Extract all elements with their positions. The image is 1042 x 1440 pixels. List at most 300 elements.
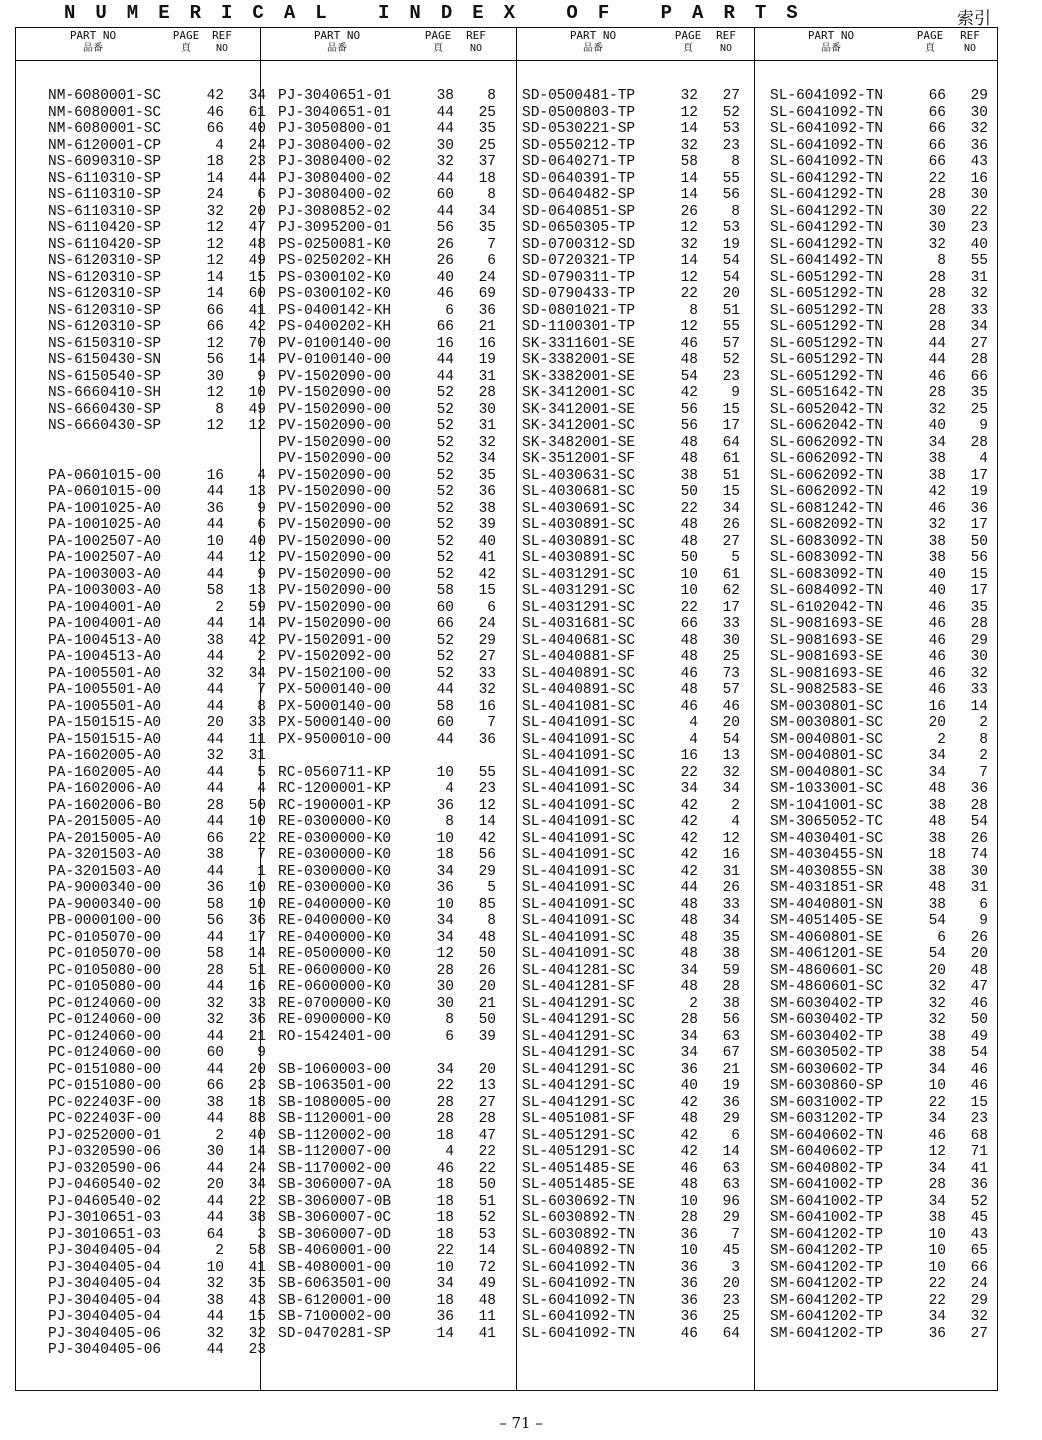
part-number: SL-4041091-SC [522,896,636,913]
ref-number-cell: 43 [970,1226,988,1243]
page-number-cell: 64 [206,1226,224,1243]
page-number-cell: 66 [206,302,224,319]
part-number: PV-0100140-00 [278,335,392,352]
ref-number-cell: 24 [970,1276,988,1292]
part-number: SL-6041292-TN [770,170,884,187]
ref-number-cell: 16 [478,335,496,352]
part-number: SB-3060007-0D [278,1226,392,1243]
part-number: PJ-3010651-03 [48,1226,162,1243]
part-number: SL-6062092-TN [770,484,884,500]
part-number: SL-6030892-TN [522,1210,636,1226]
ref-number-cell: 23 [248,154,266,170]
part-number: SM-6041202-TP [770,1292,884,1309]
part-number: PA-1003003-A0 [48,566,162,583]
ref-number-cell: 23 [970,220,988,236]
part-number: SL-6102042-TN [770,599,884,616]
ref-number-cell: 36 [248,913,266,929]
ref-number-cell: 9 [257,368,266,385]
ref-number-cell: 7 [487,236,496,253]
ref-number-cell: 42 [248,632,266,649]
page-number-cell: 36 [928,1325,946,1342]
page-number-cell: 44 [206,979,224,995]
part-number: PA-1005501-A0 [48,698,162,715]
part-number: SD-0640391-TP [522,170,636,187]
part-number: SL-6052042-TN [770,401,884,418]
part-number: SL-4040891-SC [522,682,636,698]
header-ref-jp: NO [215,43,229,54]
part-number: SM-6041002-TP [770,1210,884,1226]
page-number-cell: 2 [937,731,946,748]
ref-number-cell: 51 [478,1193,496,1210]
column-divider [754,27,755,1391]
ref-number-cell: 23 [722,1292,740,1309]
part-number: NS-6150430-SN [48,352,162,368]
page-number-cell: 54 [928,913,946,929]
part-number: SD-0650305-TP [522,220,636,236]
page-number-cell: 8 [937,253,946,269]
ref-number-cell: 52 [722,104,740,121]
page-number-cell: 48 [680,434,698,451]
page-number-cell: 66 [928,104,946,121]
page-number-cell: 18 [436,1193,454,1210]
page-number-cell: 52 [436,566,454,583]
page-number-cell: 34 [928,764,946,781]
ref-number-cell: 35 [478,220,496,236]
page-number-cell: 14 [206,269,224,286]
ref-number-cell: 63 [722,1160,740,1177]
page-number: – 71 – [499,1414,543,1432]
ref-number-cell: 5 [257,764,266,781]
part-number: PA-2015005-A0 [48,814,162,830]
ref-number-cell: 14 [478,814,496,830]
part-number: SL-6041092-TN [770,88,884,104]
ref-number-cell: 17 [722,418,740,434]
ref-number-cell: 21 [478,319,496,335]
ref-number-cell: 8 [731,154,740,170]
ref-number-cell: 5 [731,550,740,566]
ref-number-cell: 15 [478,583,496,599]
part-number: PV-1502090-00 [278,418,392,434]
page-number-cell: 44 [206,1061,224,1078]
page-number-cell: 42 [680,385,698,401]
page-number-cell: 40 [680,1078,698,1094]
page-number-cell: 42 [206,88,224,104]
ref-number-cell: 20 [722,715,740,731]
part-number: SL-4031681-SC [522,616,636,632]
page-number-cell: 52 [436,649,454,665]
page-number-cell: 44 [206,649,224,665]
page-number-cell: 46 [680,1160,698,1177]
page-number-cell: 48 [928,814,946,830]
part-number: PS-0300102-K0 [278,286,392,302]
part-number: RE-0400000-K0 [278,896,392,913]
ref-number-cell: 96 [722,1193,740,1210]
part-number: PB-0000100-00 [48,913,162,929]
page-number-cell: 38 [206,847,224,863]
ref-number-cell: 41 [478,1325,496,1342]
page-number-cell: 52 [436,533,454,550]
ref-number-cell: 20 [248,203,266,220]
page-number-cell: 58 [436,698,454,715]
ref-number-cell: 74 [970,847,988,863]
page-number-cell: 44 [206,1210,224,1226]
page-number-cell: 60 [206,1045,224,1061]
page-number-cell: 28 [928,1177,946,1193]
page-number-cell: 34 [928,1111,946,1127]
part-number: SM-1041001-SC [770,797,884,814]
part-number: SL-9081693-SE [770,632,884,649]
ref-number-cell: 17 [970,467,988,484]
part-number: SM-1033001-SC [770,781,884,797]
page-number-cell: 52 [436,434,454,451]
part-number: SL-9081693-SE [770,616,884,632]
page-number-cell: 44 [206,929,224,946]
ref-number-cell: 54 [970,1045,988,1061]
part-number: SB-1063501-00 [278,1078,392,1094]
ref-number-cell: 22 [478,1160,496,1177]
header-page-jp: 頁 [181,43,191,54]
ref-number-cell: 62 [722,583,740,599]
ref-number-cell: 33 [248,715,266,731]
page-number-cell: 44 [436,352,454,368]
page-number-cell: 22 [680,286,698,302]
part-number: SM-4060801-SE [770,929,884,946]
part-number: SL-6041292-TN [770,236,884,253]
part-number: PA-1004001-A0 [48,616,162,632]
page-number-cell: 20 [928,715,946,731]
ref-number-cell: 10 [248,880,266,896]
page-number-cell: 4 [689,715,698,731]
page-number-cell: 36 [436,1309,454,1325]
page-number-cell: 32 [436,154,454,170]
ref-number-cell: 46 [722,698,740,715]
ref-number-cell: 8 [487,187,496,203]
part-number: PJ-3080400-02 [278,187,392,203]
ref-number-cell: 56 [722,1012,740,1028]
part-number: PV-1502090-00 [278,451,392,467]
page-number-cell: 66 [928,137,946,154]
part-number: SB-1120001-00 [278,1111,392,1127]
page-number-cell: 44 [928,335,946,352]
page-number-cell: 14 [680,187,698,203]
ref-number-cell: 49 [970,1028,988,1045]
part-number: PC-0151080-00 [48,1078,162,1094]
page-number-cell: 36 [206,500,224,517]
part-number: PA-1005501-A0 [48,682,162,698]
part-number: NM-6080001-SC [48,121,162,137]
ref-number-cell: 15 [970,1094,988,1111]
part-number: SM-3065052-TC [770,814,884,830]
ref-number-cell: 38 [248,1210,266,1226]
page-number-cell: 66 [928,154,946,170]
part-number: PV-1502091-00 [278,632,392,649]
ref-number-cell: 34 [722,781,740,797]
page-number-cell: 30 [206,368,224,385]
part-number: SL-6041092-TN [770,137,884,154]
page-number-cell: 14 [436,1325,454,1342]
ref-number-cell: 9 [979,418,988,434]
ref-number-cell: 28 [478,385,496,401]
ref-number-cell: 70 [248,335,266,352]
header-ref-jp: NO [719,43,733,54]
ref-number-cell: 6 [257,187,266,203]
page-number-cell: 34 [436,863,454,880]
ref-number-cell: 29 [478,632,496,649]
part-number: SL-4041091-SC [522,830,636,847]
page-number-cell: 44 [206,863,224,880]
page-number-cell: 28 [928,187,946,203]
part-number: SM-4061201-SE [770,946,884,962]
ref-number-cell: 24 [478,269,496,286]
page-number-cell: 52 [436,385,454,401]
page-number-cell: 48 [680,451,698,467]
part-number: RE-0900000-K0 [278,1012,392,1028]
part-number: RC-0560711-KP [278,764,392,781]
page-number-cell: 66 [206,830,224,847]
part-number: NS-6660430-SP [48,418,162,434]
page-number-cell: 4 [689,731,698,748]
page-number-cell: 32 [928,979,946,995]
page-number-cell: 38 [928,830,946,847]
part-number: SL-4041081-SC [522,698,636,715]
ref-number-cell: 9 [731,385,740,401]
page-number-cell: 48 [680,1177,698,1193]
column-header [18,29,258,59]
ref-number-cell: 30 [478,401,496,418]
page-number-cell: 2 [215,1243,224,1259]
page-number-cell: 18 [436,847,454,863]
page-number-cell: 46 [928,616,946,632]
ref-number-cell: 55 [970,253,988,269]
ref-number-cell: 37 [478,154,496,170]
ref-number-cell: 31 [248,748,266,764]
page-number-cell: 12 [206,335,224,352]
page-number-cell: 22 [680,500,698,517]
page-number-cell: 52 [436,550,454,566]
page-number-cell: 10 [680,566,698,583]
page-number-cell: 56 [206,352,224,368]
ref-number-cell: 7 [257,682,266,698]
ref-number-cell: 36 [970,1177,988,1193]
part-number: NM-6080001-SC [48,88,162,104]
part-number: RE-0300000-K0 [278,880,392,896]
part-number: SM-0040801-SC [770,731,884,748]
header-part-no: PART NO [313,29,361,42]
part-number: SM-6041202-TP [770,1226,884,1243]
part-number: SK-3482001-SE [522,434,636,451]
part-number: SM-6040602-TN [770,1127,884,1144]
part-number: PA-3201503-A0 [48,847,162,863]
ref-number-cell: 32 [970,665,988,682]
page-number-cell: 42 [680,830,698,847]
header-page: PAGE [674,29,702,42]
page-number-cell: 12 [680,104,698,121]
part-number: SM-6030860-SP [770,1078,884,1094]
page-number-cell: 32 [206,995,224,1012]
part-number: PX-9500010-00 [278,731,392,748]
page-number-cell: 20 [206,1177,224,1193]
page-number-cell: 52 [436,467,454,484]
part-number: SB-6063501-00 [278,1276,392,1292]
page-number-cell: 10 [680,1243,698,1259]
part-number: PS-0250202-KH [278,253,392,269]
page-number-cell: 46 [680,335,698,352]
header-part-no-jp: 品番 [583,43,603,54]
page-number-cell: 36 [680,1309,698,1325]
part-number: PA-1001025-A0 [48,500,162,517]
ref-number-cell: 30 [970,104,988,121]
part-number: SM-6041002-TP [770,1193,884,1210]
page-number-cell: 34 [928,748,946,764]
part-number: NS-6150310-SP [48,335,162,352]
ref-number-cell: 34 [248,665,266,682]
page-number-cell: 32 [928,236,946,253]
header-page-jp: 頁 [683,43,693,54]
part-number: PJ-3080400-02 [278,154,392,170]
part-number: PC-0105070-00 [48,929,162,946]
part-number: PA-1002507-A0 [48,533,162,550]
ref-number-cell: 2 [731,797,740,814]
part-number: SD-0790433-TP [522,286,636,302]
part-number: PA-1004001-A0 [48,599,162,616]
part-number: SL-4041091-SC [522,814,636,830]
ref-number-cell: 28 [478,1111,496,1127]
part-number: PJ-3010651-03 [48,1210,162,1226]
part-number: SM-4030401-SC [770,830,884,847]
ref-number-cell: 7 [257,847,266,863]
ref-number-cell: 10 [248,896,266,913]
ref-number-cell: 65 [970,1243,988,1259]
page-number-cell: 10 [928,1259,946,1276]
part-number: SL-6062092-TN [770,467,884,484]
page-number-cell: 12 [206,220,224,236]
page-number-cell: 10 [680,1193,698,1210]
part-number: RE-0500000-K0 [278,946,392,962]
ref-number-cell: 41 [478,550,496,566]
part-number: SL-4051081-SF [522,1111,636,1127]
part-number: SL-4040681-SC [522,632,636,649]
ref-number-cell: 34 [970,319,988,335]
part-number: SL-4051485-SE [522,1160,636,1177]
ref-number-cell: 51 [722,467,740,484]
page-number-cell: 48 [680,682,698,698]
part-number: SM-6031202-TP [770,1111,884,1127]
part-number: SB-1170002-00 [278,1160,392,1177]
page-number-cell: 52 [436,517,454,533]
part-number: SK-3382001-SE [522,352,636,368]
part-number: PJ-3040405-04 [48,1309,162,1325]
page-number-cell: 34 [928,1309,946,1325]
ref-number-cell: 31 [478,418,496,434]
ref-number-cell: 22 [970,203,988,220]
part-number: PA-1004513-A0 [48,632,162,649]
page-number-cell: 38 [206,1292,224,1309]
ref-number-cell: 26 [722,517,740,533]
ref-number-cell: 31 [722,863,740,880]
page-number-cell: 18 [206,154,224,170]
page-number-cell: 6 [937,929,946,946]
part-number: SM-6030602-TP [770,1061,884,1078]
part-number: SL-4031291-SC [522,566,636,583]
ref-number-cell: 20 [248,1061,266,1078]
page-number-cell: 38 [680,467,698,484]
ref-number-cell: 33 [722,616,740,632]
ref-number-cell: 27 [722,533,740,550]
page-number-cell: 36 [436,797,454,814]
part-number: SL-6083092-TN [770,550,884,566]
ref-number-cell: 69 [478,286,496,302]
ref-number-cell: 43 [970,154,988,170]
part-number: SM-6031002-TP [770,1094,884,1111]
part-number: SB-1080005-00 [278,1094,392,1111]
ref-number-cell: 17 [722,599,740,616]
part-number: SL-4030891-SC [522,517,636,533]
part-number: SL-4030891-SC [522,533,636,550]
page-number-cell: 56 [206,913,224,929]
page-number-cell: 32 [680,137,698,154]
page-number-cell: 6 [445,302,454,319]
ref-number-cell: 27 [970,335,988,352]
part-number: SM-6030502-TP [770,1045,884,1061]
page-number-cell: 42 [680,1094,698,1111]
ref-number-cell: 54 [722,269,740,286]
ref-number-cell: 71 [970,1144,988,1160]
ref-number-cell: 9 [257,566,266,583]
ref-number-cell: 33 [722,896,740,913]
ref-number-cell: 41 [970,1160,988,1177]
page-number-cell: 58 [436,583,454,599]
part-number: PC-0124060-00 [48,995,162,1012]
part-number: SL-6041292-TN [770,220,884,236]
ref-number-cell: 56 [722,187,740,203]
ref-number-cell: 54 [970,814,988,830]
page-number-cell: 38 [928,1210,946,1226]
ref-number-cell: 52 [722,352,740,368]
ref-number-cell: 24 [478,616,496,632]
part-number: SM-6041202-TP [770,1276,884,1292]
part-number: SM-6030402-TP [770,1012,884,1028]
part-number: SM-6041202-TP [770,1309,884,1325]
page-number-cell: 30 [436,137,454,154]
part-number: SM-4040801-SN [770,896,884,913]
page-number-cell: 42 [680,847,698,863]
ref-number-cell: 46 [970,1061,988,1078]
part-number: SD-0530221-SP [522,121,636,137]
part-number: SL-6041092-TN [522,1276,636,1292]
ref-number-cell: 53 [478,1226,496,1243]
ref-number-cell: 32 [970,1309,988,1325]
page-number-cell: 4 [215,137,224,154]
page-number-cell: 44 [206,698,224,715]
part-number: NS-6120310-SP [48,286,162,302]
part-number: PJ-3040405-06 [48,1342,162,1358]
page-number-cell: 66 [206,121,224,137]
part-number: SL-4041091-SC [522,781,636,797]
ref-number-cell: 29 [722,1210,740,1226]
part-number: PJ-3040405-04 [48,1259,162,1276]
ref-number-cell: 8 [487,913,496,929]
page-number-cell: 38 [928,467,946,484]
header-part-no: PART NO [807,29,855,42]
part-number: PA-1602005-A0 [48,764,162,781]
part-number: PV-1502090-00 [278,599,392,616]
page-number-cell: 28 [680,1210,698,1226]
ref-number-cell: 27 [478,1094,496,1111]
page-number-cell: 10 [680,583,698,599]
ref-number-cell: 34 [248,1177,266,1193]
part-number: SD-0640271-TP [522,154,636,170]
ref-number-cell: 51 [248,962,266,979]
